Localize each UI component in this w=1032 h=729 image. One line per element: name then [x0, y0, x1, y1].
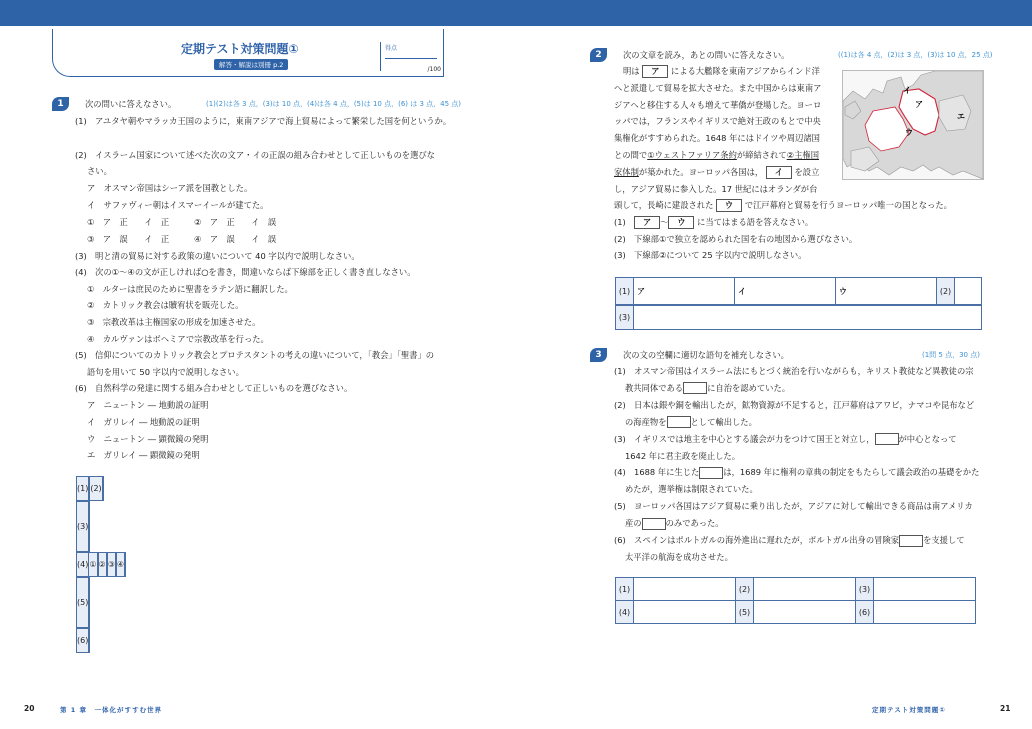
q1-ans-label: ④: [116, 553, 124, 577]
score-label: 得点: [385, 45, 398, 52]
map-label-i: イ: [903, 86, 911, 95]
q2-ans-row-3: [615, 305, 982, 330]
q3-blank[interactable]: [683, 382, 707, 394]
q2-sub-3: (3) 下線部②について 25 字以内で説明しなさい。: [614, 250, 807, 260]
q1-combo-34: ③ ア 誤 イ 正 ④ ア 誤 イ 誤: [87, 234, 277, 244]
q3-text: に自治を認めていた。: [707, 382, 791, 393]
q1-line-1a: [75, 114, 451, 129]
q1-ans-row-3: [76, 501, 90, 552]
q1-ans-label: (3): [77, 502, 89, 552]
score-line: [385, 58, 437, 59]
q3-text: 太平洋の航海を成功させた。: [625, 551, 733, 562]
q3-text: (4) 1688 年に生じた: [614, 467, 700, 478]
q2-text: ～: [660, 217, 669, 227]
q1-item-6-a: ア ニュートン ― 地動説の証明: [87, 400, 209, 410]
q2-text-line-1: [623, 64, 820, 79]
q3-text: を支援して: [923, 535, 965, 545]
q2-text-line-3: ジアへと移住する人々も増えて華僑が登場した。ヨーロ: [614, 100, 822, 110]
q3-ans-cell-5[interactable]: [754, 601, 856, 624]
q2-text-line-8: し，アジア貿易に参入した。17 世紀にはオランダが台: [614, 184, 818, 194]
q2-heading: 次の文章を読み，あとの問いに答えなさい。: [623, 50, 790, 60]
q1-points: (1)(2)は各 3 点，(3)は 10 点，(4)は各 4 点，(5)は 10 点，(6) は 3 点，45 点): [206, 100, 462, 108]
q2-text: に当てはまる語を答えなさい。: [697, 217, 814, 227]
q3-ans-cell-1[interactable]: [634, 578, 736, 601]
q1-ans-label: ②: [98, 553, 106, 577]
q1-item-4-4: ④ カルヴァンはボヘミアで宗教改革を行った。: [87, 334, 269, 344]
q3-line: [614, 398, 974, 413]
q2-underline-2b: 家体制: [614, 167, 639, 177]
q2-ans-label: (1): [616, 278, 634, 305]
q1-item-6-e: エ ガリレイ ― 顕微鏡の発明: [87, 450, 200, 460]
q3-text: のみであった。: [665, 518, 724, 529]
q3-text: の海産物を: [625, 416, 667, 427]
q2-text: との間で: [614, 150, 648, 160]
europe-map: [842, 70, 984, 180]
q3-line: [625, 449, 740, 464]
q1-item-4-2: ② カトリック教会は贖宥状を販売した。: [87, 300, 244, 310]
q1-ans-label: (1): [77, 477, 89, 501]
q2-ans-cell-u[interactable]: [836, 278, 937, 305]
q3-ans-label: (4): [616, 601, 634, 624]
question-3-badge: 3: [590, 348, 607, 362]
q1-item-5: (5) 信仰についてのカトリック教会とプロテスタントの考えの違いについて，「教会」「聖書」の: [75, 350, 435, 360]
q1-ans-label: (5): [77, 578, 89, 628]
q2-text: 明は: [623, 66, 640, 76]
q3-ans-label: (2): [736, 578, 754, 601]
q2-ans-label: (3): [616, 306, 634, 330]
q1-item-6: (6) 自然科学の発達に関する組み合わせとして正しいものを選びなさい。: [75, 383, 353, 393]
q3-ans-label: (3): [856, 578, 874, 601]
q3-blank[interactable]: [667, 416, 691, 428]
q1-ans-cell-2[interactable]: [102, 477, 103, 501]
q2-text-line-2: へと派遣して貿易を拡大させた。また中国からは東南ア: [614, 83, 822, 93]
q3-text: 1642 年に君主政を廃止した。: [625, 450, 741, 461]
q2-underline-2: ②主権国: [786, 150, 820, 160]
q1-ans-label: (4): [77, 553, 89, 577]
q2-ans-label-a: ア: [637, 286, 645, 296]
right-page-number: 21: [1000, 704, 1011, 713]
q3-line: [614, 533, 965, 548]
q3-line: [614, 499, 973, 514]
q2-text-line-7: [614, 165, 819, 180]
q2-box-a: ア: [642, 65, 668, 78]
q1-item-2b: さい。: [87, 166, 112, 176]
q3-line: [614, 432, 957, 447]
q3-heading: 次の文の空欄に適切な語句を補充しなさい。: [623, 350, 789, 360]
q3-blank[interactable]: [642, 518, 666, 530]
q2-text-line-5: 集権化がすすめられた。1648 年にはドイツや周辺諸国: [614, 133, 820, 143]
q1-ans-row-6: [76, 628, 90, 653]
q3-ans-cell-4[interactable]: [634, 601, 736, 624]
q1-ans-row-4: [76, 552, 126, 577]
q2-ans-label-i: イ: [738, 286, 746, 296]
q2-points: ((1)は各 4 点，(2)は 3 点，(3)は 10 点，25 点): [838, 51, 993, 59]
q2-text: で江戸幕府と貿易を行うヨーロッパ唯一の国となった。: [744, 200, 952, 210]
page-title: 定期テスト対策問題①: [181, 42, 299, 56]
q3-points: (1問 5 点，30 点): [922, 351, 980, 359]
q2-text: による大艦隊を東南アジアからインド洋: [670, 66, 820, 76]
q3-blank[interactable]: [699, 467, 723, 479]
top-color-band: [0, 0, 1032, 26]
q2-ans-label-u: ウ: [839, 286, 847, 296]
q3-line: [614, 364, 974, 379]
score-max: /100: [427, 66, 441, 73]
q1-item-5b: 語句を用いて 50 字以内で説明しなさい。: [87, 367, 244, 377]
q1-item-4-3: ③ 宗教改革は主権国家の形成を加速させた。: [87, 317, 261, 327]
q3-ans-cell-6[interactable]: [874, 601, 976, 624]
q1-ans-label: (2): [90, 477, 102, 501]
q3-ans-cell-2[interactable]: [754, 578, 856, 601]
q2-ans-cell-2[interactable]: [955, 278, 982, 305]
q2-text: が築かれた。ヨーロッパ各国は，: [638, 167, 764, 177]
q1-item-6-u: ウ ニュートン ― 顕微鏡の発明: [87, 434, 209, 444]
q1-ans-label: ③: [107, 553, 115, 577]
q3-blank[interactable]: [875, 433, 899, 445]
q2-text: が締結されて: [736, 150, 787, 160]
left-page-number: 20: [24, 704, 35, 713]
q3-text: めたが，選挙権は制限されていた。: [625, 484, 758, 495]
q1-item-1: (1) アユタヤ朝やマラッカ王国のように，東南アジアで海上貿易によって繁栄した国を何というか。: [75, 116, 452, 126]
q1-item-4-1: ① ルターは庶民のために聖書をラテン語に翻訳した。: [87, 284, 293, 294]
q2-sub1-box-u: ウ: [668, 216, 694, 229]
q3-line: [625, 482, 758, 497]
q1-ans-label: ①: [89, 553, 97, 577]
q2-text: (1): [614, 217, 635, 227]
q2-box-i: イ: [766, 166, 792, 179]
q3-text: 産の: [625, 518, 642, 529]
q3-blank[interactable]: [899, 535, 923, 547]
q2-ans-label: (2): [937, 278, 955, 305]
q2-ans-cell-a[interactable]: [634, 278, 735, 305]
answer-note-badge: 解答・解説は別冊 p.2: [214, 59, 288, 70]
q3-text: (6) スペインはポルトガルの海外進出に遅れたが，ポルトガル出身の冒険家: [614, 535, 900, 545]
q3-ans-row-1: [615, 577, 976, 624]
q2-text-line-9: [614, 198, 952, 213]
q1-ans-cell-3[interactable]: [89, 502, 90, 552]
q2-sub-1: [614, 215, 813, 230]
q1-choice-i: イ サファヴィー朝はイスマーイールが建てた。: [87, 200, 269, 210]
q2-ans-row-1: [615, 277, 982, 305]
q2-text-line-6: [614, 148, 819, 163]
q1-heading: 次の問いに答えなさい。: [85, 99, 177, 109]
q1-ans-row-5: [76, 577, 90, 628]
q2-sub1-box-a: ア: [634, 216, 660, 229]
right-footer-title: 定期テスト対策問題①: [872, 706, 946, 714]
q1-ans-cell-6[interactable]: [89, 629, 90, 653]
q3-line: [625, 550, 733, 565]
q3-ans-label: (6): [856, 601, 874, 624]
map-label-e: エ: [957, 112, 965, 121]
q1-ans-cell-5[interactable]: [89, 578, 90, 628]
question-2-badge: 2: [590, 48, 607, 62]
q3-ans-label: (5): [736, 601, 754, 624]
q2-box-u: ウ: [716, 199, 742, 212]
q3-text: (3) イギリスでは地主を中心とする議会が力をつけて国王と対立し，: [614, 433, 875, 444]
q3-text: 教共同体である: [625, 382, 684, 393]
q3-line: [625, 381, 790, 396]
q1-ans-row-12: [76, 476, 104, 501]
q1-item-6-i: イ ガリレイ ― 地動説の証明: [87, 417, 200, 427]
q3-line: [625, 415, 757, 430]
q1-choice-a: ア オスマン帝国はシーア派を国教とした。: [87, 183, 253, 193]
q3-ans-label: (1): [616, 578, 634, 601]
q1-item-2: (2) イスラーム国家について述べた次の文ア・イの正誤の組み合わせとして正しいものを選びな: [75, 150, 435, 160]
q3-line: [625, 516, 724, 531]
q3-text: として輸出した。: [690, 416, 757, 427]
score-box: [380, 42, 439, 71]
q3-text: (1) オスマン帝国はイスラーム法にもとづく統治を行いながらも，キリスト教徒など異教徒の宗: [614, 366, 974, 376]
q3-line: [614, 465, 979, 480]
europe-map-svg: [843, 71, 983, 179]
q2-ans-cell-i[interactable]: [735, 278, 836, 305]
q1-combo-12: ① ア 正 イ 正 ② ア 正 イ 誤: [87, 217, 277, 227]
q3-ans-cell-3[interactable]: [874, 578, 976, 601]
q2-text: を設立: [794, 167, 820, 177]
q1-item-4: (4) 次の①～④の文が正しければ○を書き，間違いならば下線部を正しく書き直しなさい。: [75, 267, 416, 277]
q1-ans-cell-4-4[interactable]: [125, 553, 126, 577]
q1-item-3: (3) 明と清の貿易に対する政策の違いについて 40 字以内で説明しなさい。: [75, 251, 360, 261]
q3-text: (5) ヨーロッパ各国はアジア貿易に乗り出したが，アジアに対して輸出できる商品は南アメリカ: [614, 501, 973, 512]
q2-ans-cell-3[interactable]: [634, 306, 982, 330]
q2-text-line-4: ッパでは，フランスやイギリスで絶対王政のもとで中央: [614, 116, 821, 126]
question-1-badge: 1: [52, 97, 69, 111]
q2-text: 頭して，長崎に建設された: [614, 200, 714, 210]
q3-text: は，1689 年に権利の章典の制定をもたらして議会政治の基礎をかた: [723, 467, 980, 478]
q3-text: (2) 日本は銀や銅を輸出したが，鉱物資源が不足すると，江戸幕府はアワビ，ナマコや昆布など: [614, 399, 975, 410]
map-label-a: ア: [915, 100, 923, 109]
map-label-u: ウ: [905, 128, 913, 137]
q1-ans-label: (6): [77, 629, 89, 653]
q3-text: が中心となって: [898, 433, 957, 444]
q2-underline-1: ①ウェストファリア条約: [647, 150, 737, 160]
q2-sub-2: (2) 下線部①で独立を認められた国を右の地図から選びなさい。: [614, 234, 858, 244]
left-chapter-footer: 第 1 章 一体化がすすむ世界: [60, 706, 163, 714]
